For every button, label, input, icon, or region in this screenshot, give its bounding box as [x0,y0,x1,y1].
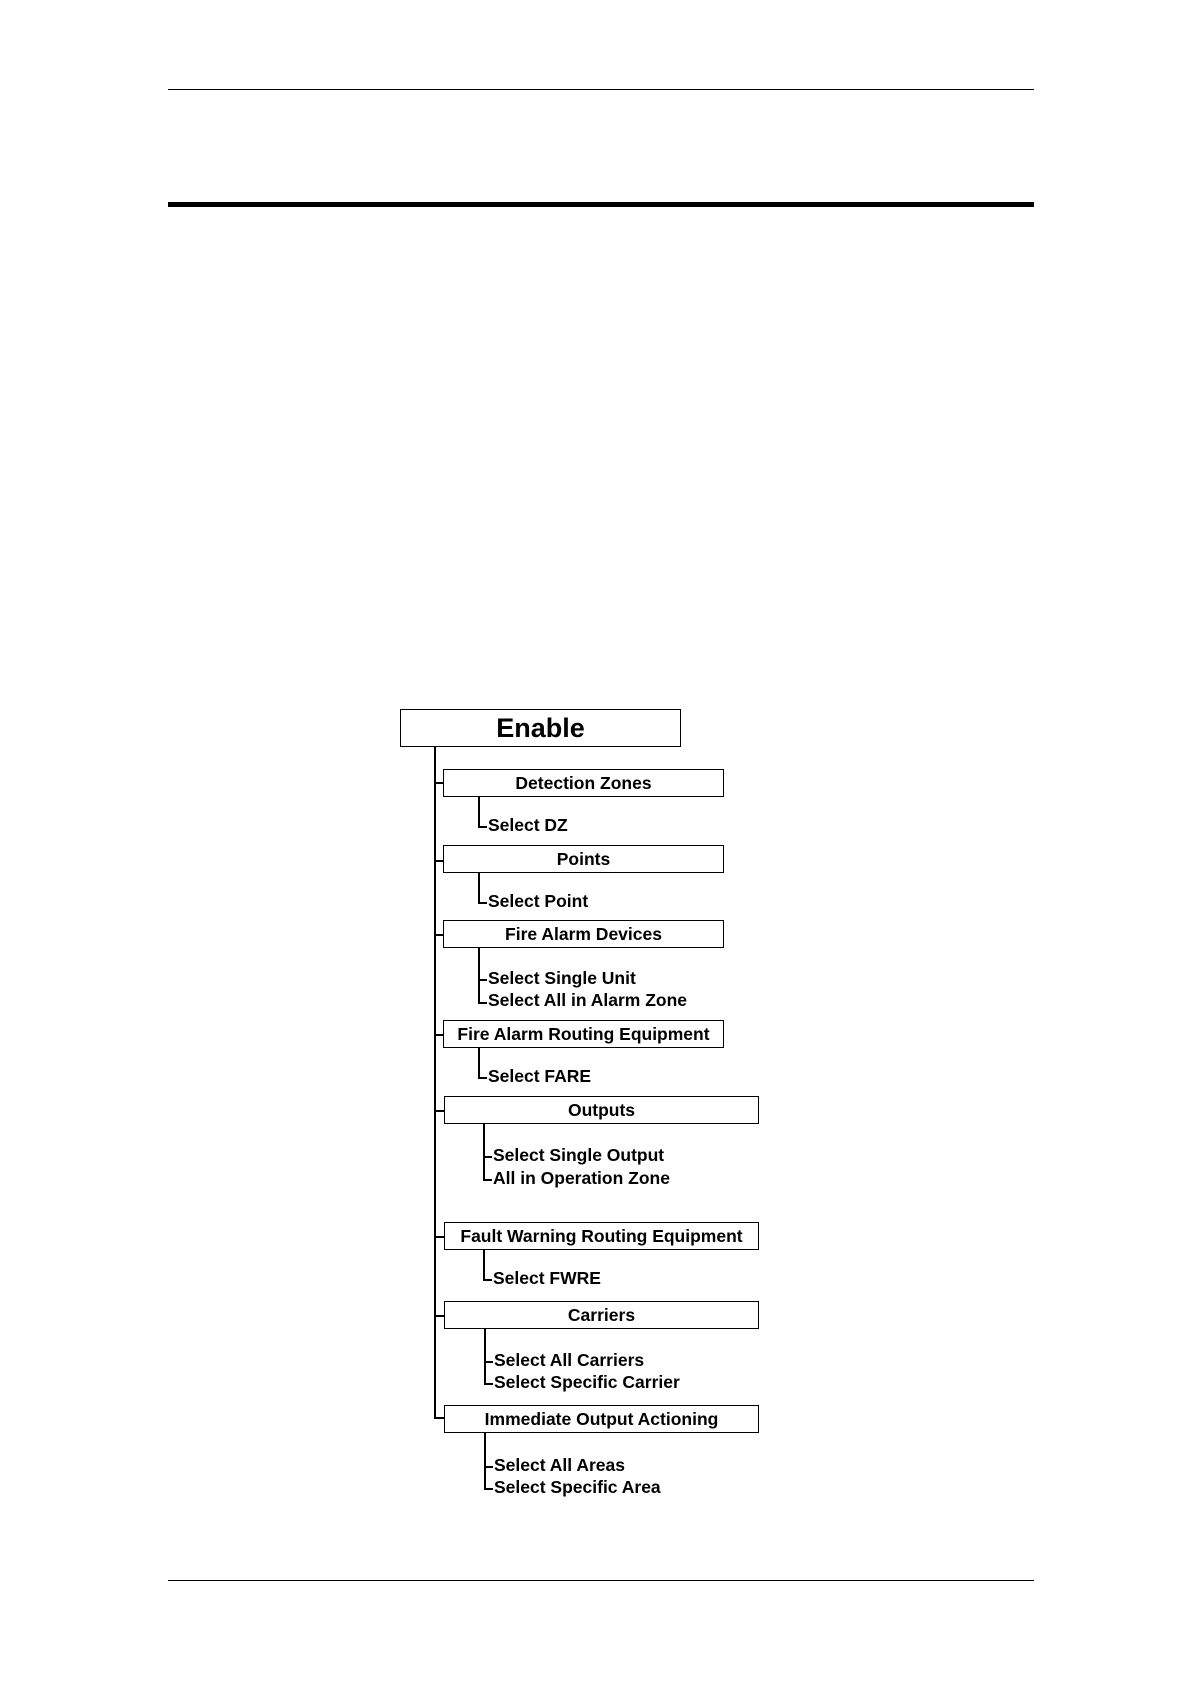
footer-rule [168,1580,1034,1581]
branch-connector [434,1315,444,1317]
leaf-item: Select All Carriers [494,1350,645,1370]
leaf-connector [478,826,487,828]
leaf-trunk-line [478,797,480,827]
branch-connector [434,1417,444,1419]
branch-connector [434,934,443,936]
tree-trunk-line [434,747,436,1417]
leaf-connector [483,1279,492,1281]
node-label: Carriers [567,1304,636,1325]
node-outputs [444,1096,759,1124]
node-label: Immediate Output Actioning [484,1408,719,1429]
node-points [443,845,724,873]
leaf-connector [484,1488,493,1490]
header-rule [168,89,1034,90]
leaf-item: All in Operation Zone [493,1168,670,1188]
leaf-connector [483,1179,492,1181]
leaf-trunk-line [478,873,480,903]
leaf-connector [484,1466,493,1468]
leaf-item: Select FARE [488,1066,592,1086]
leaf-trunk-line [484,1329,486,1384]
leaf-trunk-line [483,1124,485,1180]
leaf-item: Select Single Unit [488,968,636,988]
leaf-trunk-line [478,1048,480,1078]
node-label: Fault Warning Routing Equipment [460,1225,743,1246]
node-fire-alarm-devices [443,920,724,948]
leaf-item: Select Specific Area [494,1477,661,1497]
leaf-connector [483,1156,492,1158]
node-label: Fire Alarm Routing Equipment [457,1023,710,1044]
leaf-connector [478,1077,487,1079]
leaf-trunk-line [484,1433,486,1489]
tree-root-enable [400,709,681,747]
tree-root-label: Enable [496,712,585,743]
node-fire-alarm-routing-equipment [443,1020,724,1048]
leaf-item: Select Specific Carrier [494,1372,680,1392]
leaf-connector [478,1002,487,1004]
leaf-trunk-line [483,1250,485,1280]
leaf-connector [478,902,487,904]
leaf-item: Select Point [488,891,589,911]
node-detection-zones [443,769,724,797]
title-rule [168,202,1034,207]
node-label: Outputs [567,1099,636,1120]
branch-connector [434,782,443,784]
node-label: Fire Alarm Devices [505,923,662,944]
node-fault-warning-routing-equipment [444,1222,759,1250]
branch-connector [434,860,443,862]
leaf-item: Select FWRE [493,1268,601,1288]
node-carriers [444,1301,759,1329]
leaf-trunk-line [478,948,480,1003]
branch-connector [434,1034,443,1036]
node-label: Points [556,848,611,869]
leaf-item: Select All in Alarm Zone [488,990,688,1010]
leaf-item: Select DZ [488,815,568,835]
branch-connector [434,1110,444,1112]
leaf-item: Select All Areas [494,1455,625,1475]
node-label: Detection Zones [515,772,652,793]
branch-connector [434,1236,444,1238]
leaf-item: Select Single Output [493,1145,665,1165]
node-immediate-output-actioning [444,1405,759,1433]
leaf-connector [484,1361,493,1363]
leaf-connector [478,979,487,981]
leaf-connector [484,1383,493,1385]
